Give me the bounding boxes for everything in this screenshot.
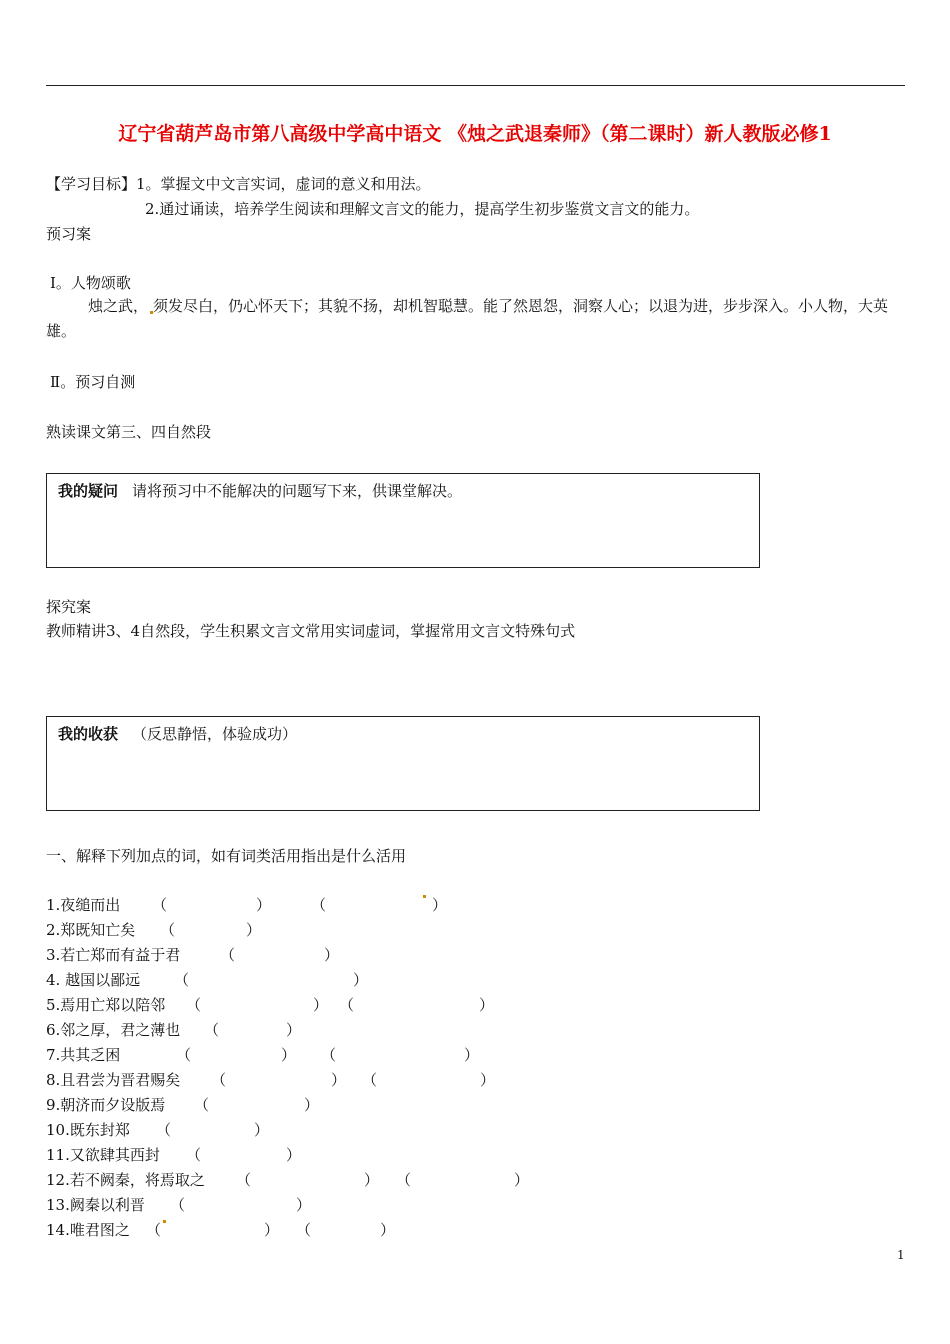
questions-box[interactable] xyxy=(46,473,760,568)
gains-box-label: 我的收获 xyxy=(58,725,119,743)
questions-box-text: 请将预习中不能解决的问题写下来，供课堂解决。 xyxy=(132,482,463,500)
header-rule xyxy=(46,85,905,86)
document-title: 辽宁省葫芦岛市第八高级中学高中语文 《烛之武退秦师》（第二课时）新人教版必修1 xyxy=(118,123,832,145)
section-1-heading: Ⅰ。人物颂歌 xyxy=(50,274,131,292)
objective-1: 1。掌握文中文言实词，虚词的意义和用法。 xyxy=(136,175,431,193)
explore-label: 探究案 xyxy=(46,598,92,616)
section-1-paragraph: 烛之武， 须发尽白，仍心怀天下；其貌不扬，却机智聪慧。能了然恩怨，洞察人心；以退为进，步步深入。小人物，大英雄。 xyxy=(46,297,889,340)
gains-box-text: （反思静悟，体验成功） xyxy=(132,725,298,743)
objective-2: 2.通过诵读，培养学生阅读和理解文言文的能力，提高学生初步鉴赏文言文的能力。 xyxy=(145,200,700,218)
section-2-heading: Ⅱ。预习自测 xyxy=(50,373,136,391)
section-2-instruction: 熟读课文第三、四自然段 xyxy=(46,423,212,441)
gains-box[interactable] xyxy=(46,716,760,811)
emphasis-dot xyxy=(163,1220,166,1223)
page-number: 1 xyxy=(897,1248,905,1262)
emphasis-dot xyxy=(423,895,426,898)
objectives-label: 【学习目标】 xyxy=(46,175,137,193)
explore-text: 教师精讲3、4自然段，学生积累文言文常用实词虚词，掌握常用文言文特殊句式 xyxy=(46,622,576,640)
exercise-heading: 一、解释下列加点的词，如有词类活用指出是什么活用 xyxy=(46,847,407,865)
preview-label: 预习案 xyxy=(46,225,92,243)
objectives-line-1 xyxy=(46,174,431,194)
questions-box-label: 我的疑问 xyxy=(58,482,119,500)
